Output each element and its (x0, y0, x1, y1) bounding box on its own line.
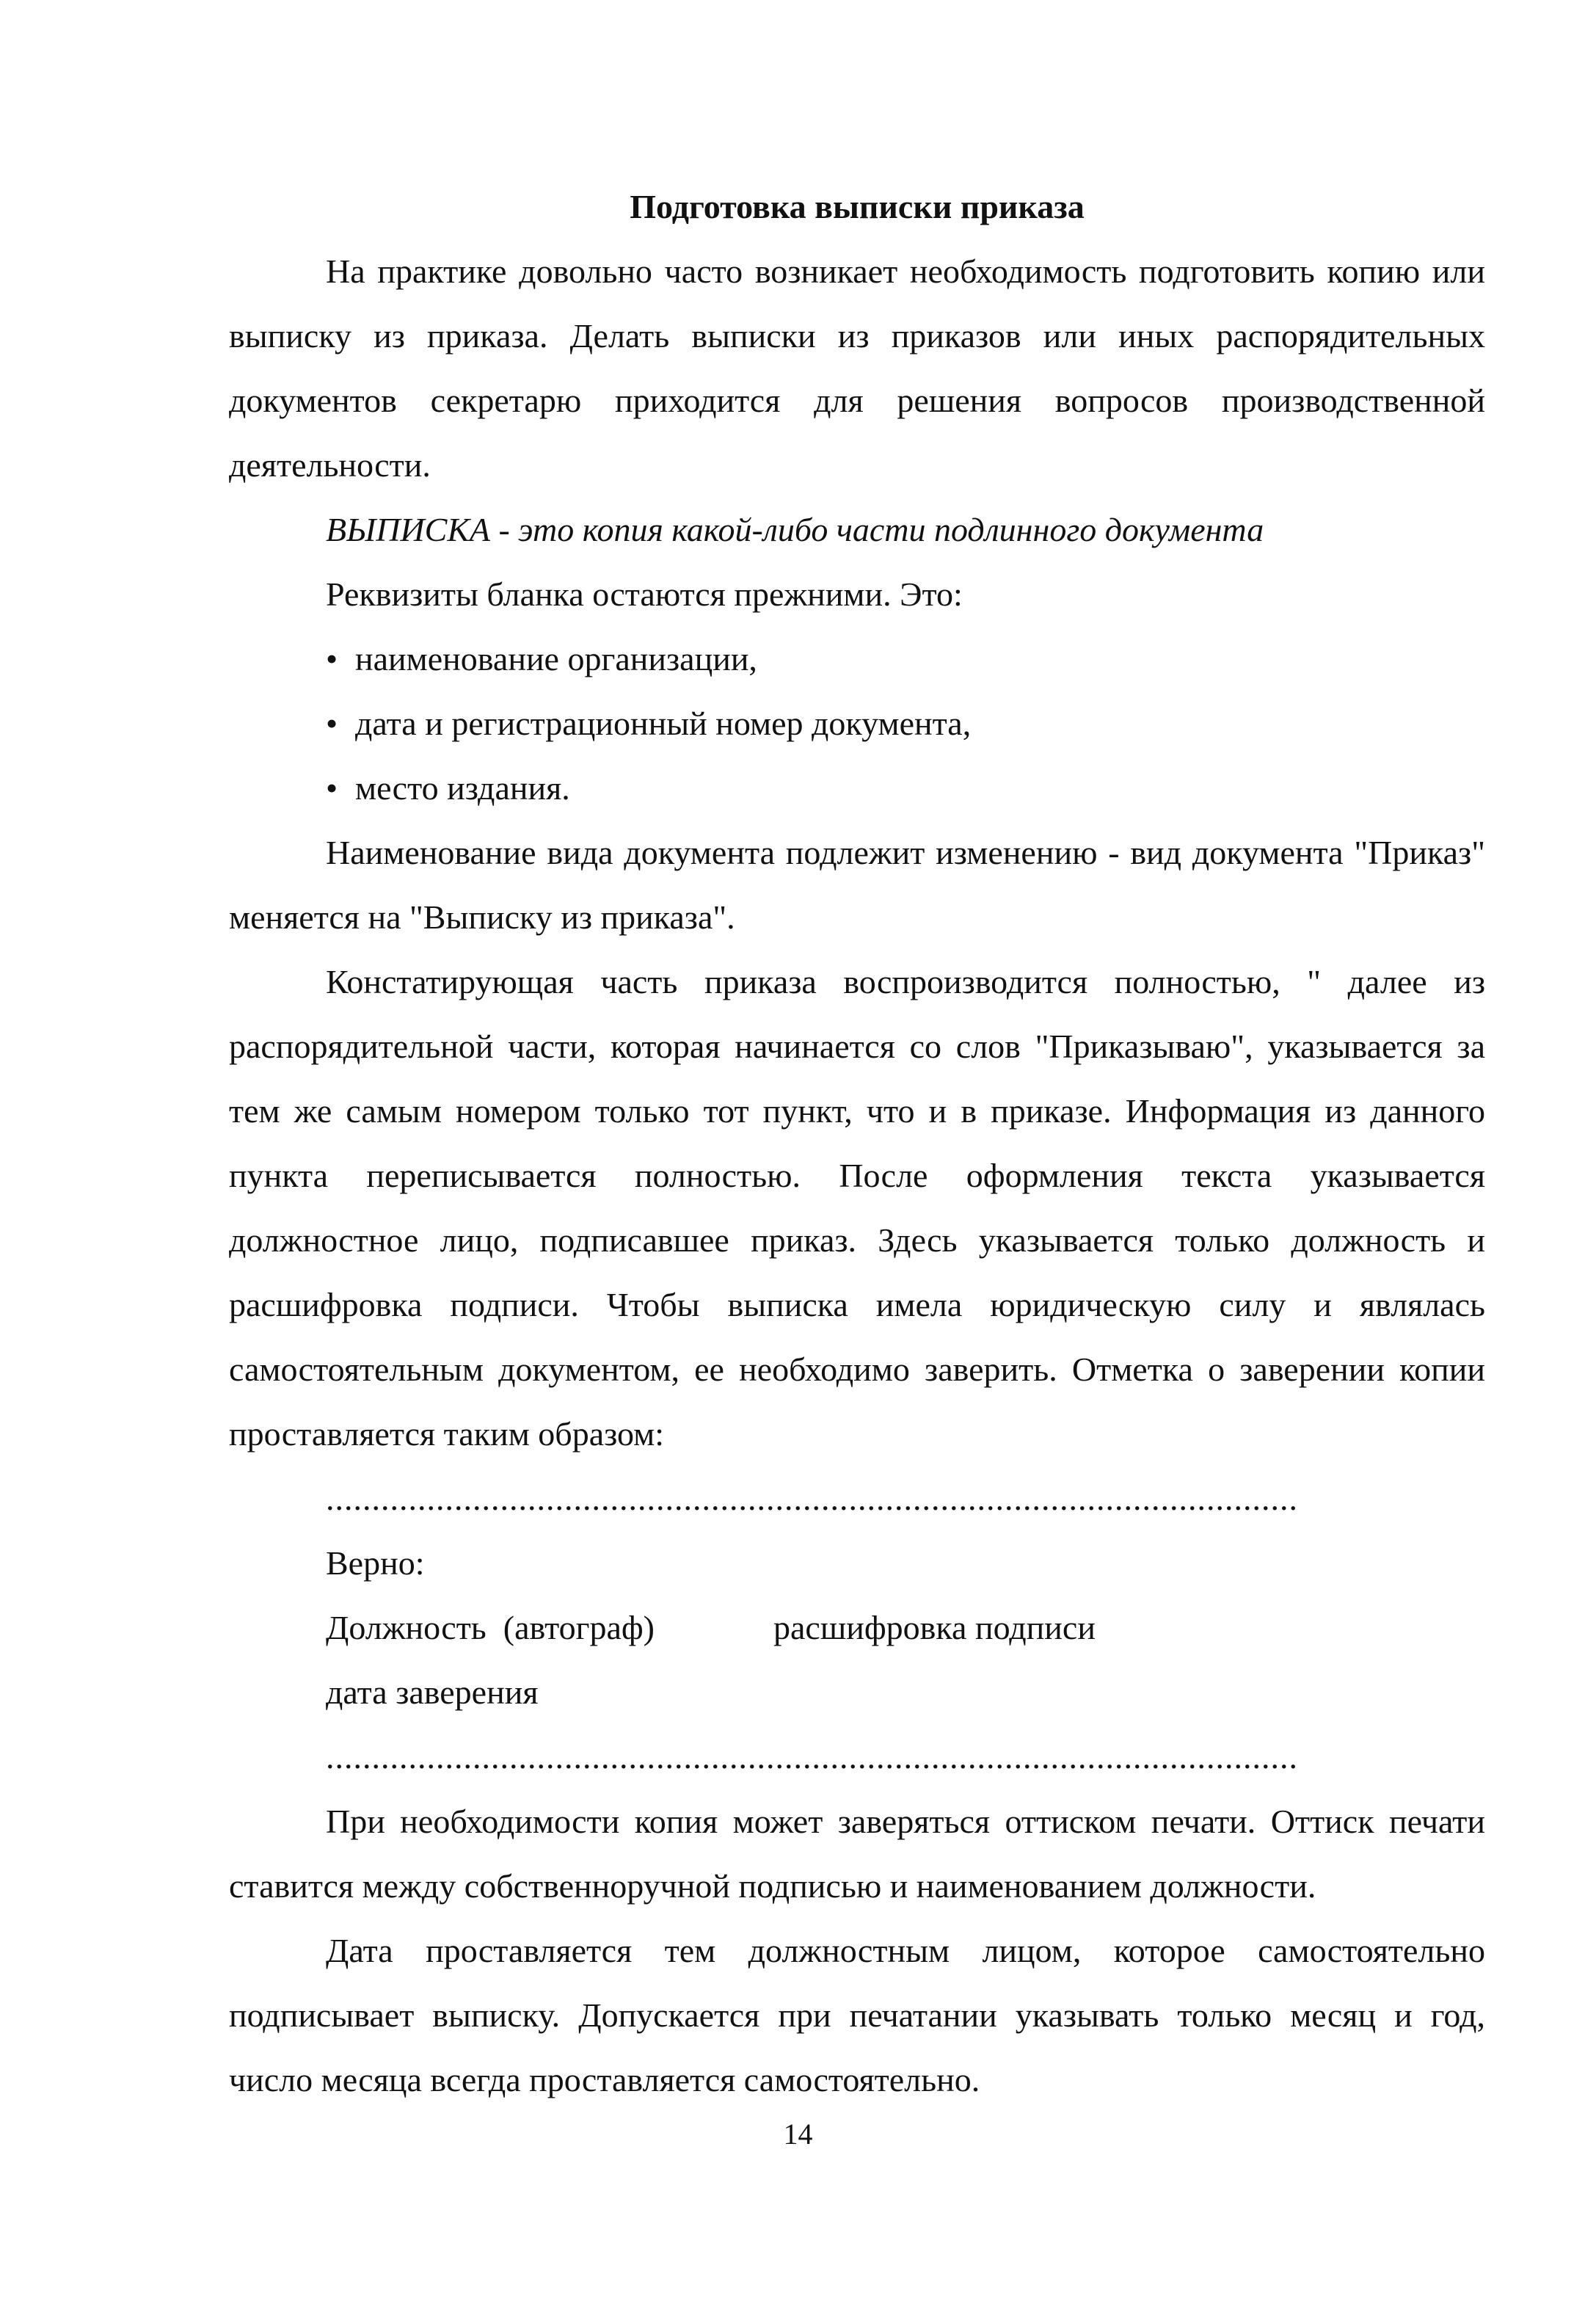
dotted-separator-top: .......................................................................................................... (326, 1480, 1298, 1517)
page-number: 14 (783, 2117, 813, 2151)
certification-verno: Верно: (326, 1544, 425, 1582)
definition-text: ВЫПИСКА - это копия какой-либо части подлинного документа (326, 511, 1264, 548)
list-item-text: место издания. (355, 769, 570, 807)
paragraph-date: Дата проставляется тем должностным лицом, которое самостоятельно подписывает выписку. Допускается при печатании указывать только месяц и год, число месяца всегда проставляется самостоятельно. (229, 1932, 1485, 2098)
list-item (326, 627, 1485, 691)
page-title: Подготовка выписки приказа (630, 188, 1085, 225)
dotted-separator-bottom: .......................................................................................................... (326, 1738, 1298, 1775)
list-item-text: наименование организации, (355, 640, 757, 677)
list-item-text: дата и регистрационный номер документа, (355, 705, 972, 742)
list-item (326, 691, 1485, 756)
bullet-icon: • (326, 640, 338, 677)
paragraph-seal: При необходимости копия может заверяться оттиском печати. Оттиск печати ставится между собственноручной подписью и наименованием должности. (229, 1803, 1485, 1905)
requisites-list (229, 627, 1485, 821)
list-item (326, 756, 1485, 821)
paragraph-statement: Констатирующая часть приказа воспроизводится полностью, " далее из распорядительной части, которая начинается со слов "Приказываю", указывается за тем же самым номером только тот пункт, что и в приказе. Информация из данного пункта переписывается полностью. После оформления текста указывается должностное лицо, подписавшее приказ. Здесь указывается только должность и расшифровка подписи. Чтобы выписка имела юридическую силу и являлась самостоятельным документом, ее необходимо заверить. Отметка о заверении копии проставляется таким образом: (229, 963, 1485, 1453)
paragraph-intro: На практике довольно часто возникает необходимость подготовить копию или выписку из приказа. Делать выписки из приказов или иных распорядительных документов секретарю приходится для решения вопросов производственной деятельности. (229, 252, 1485, 484)
page-content (229, 175, 1485, 2112)
certification-block (229, 1531, 1485, 1725)
certification-position: Должность (автограф) (326, 1609, 655, 1646)
paragraph-document-type: Наименование вида документа подлежит изменению - вид документа "Приказ" меняется на "Выписку из приказа". (229, 834, 1485, 936)
bullet-icon: • (326, 769, 338, 807)
bullet-icon: • (326, 705, 338, 742)
certification-date: дата заверения (326, 1673, 539, 1711)
certification-decoding: расшифровка подписи (773, 1609, 1096, 1646)
requisites-intro: Реквизиты бланка остаются прежними. Это: (326, 575, 963, 613)
certification-signature-line (326, 1596, 1485, 1660)
